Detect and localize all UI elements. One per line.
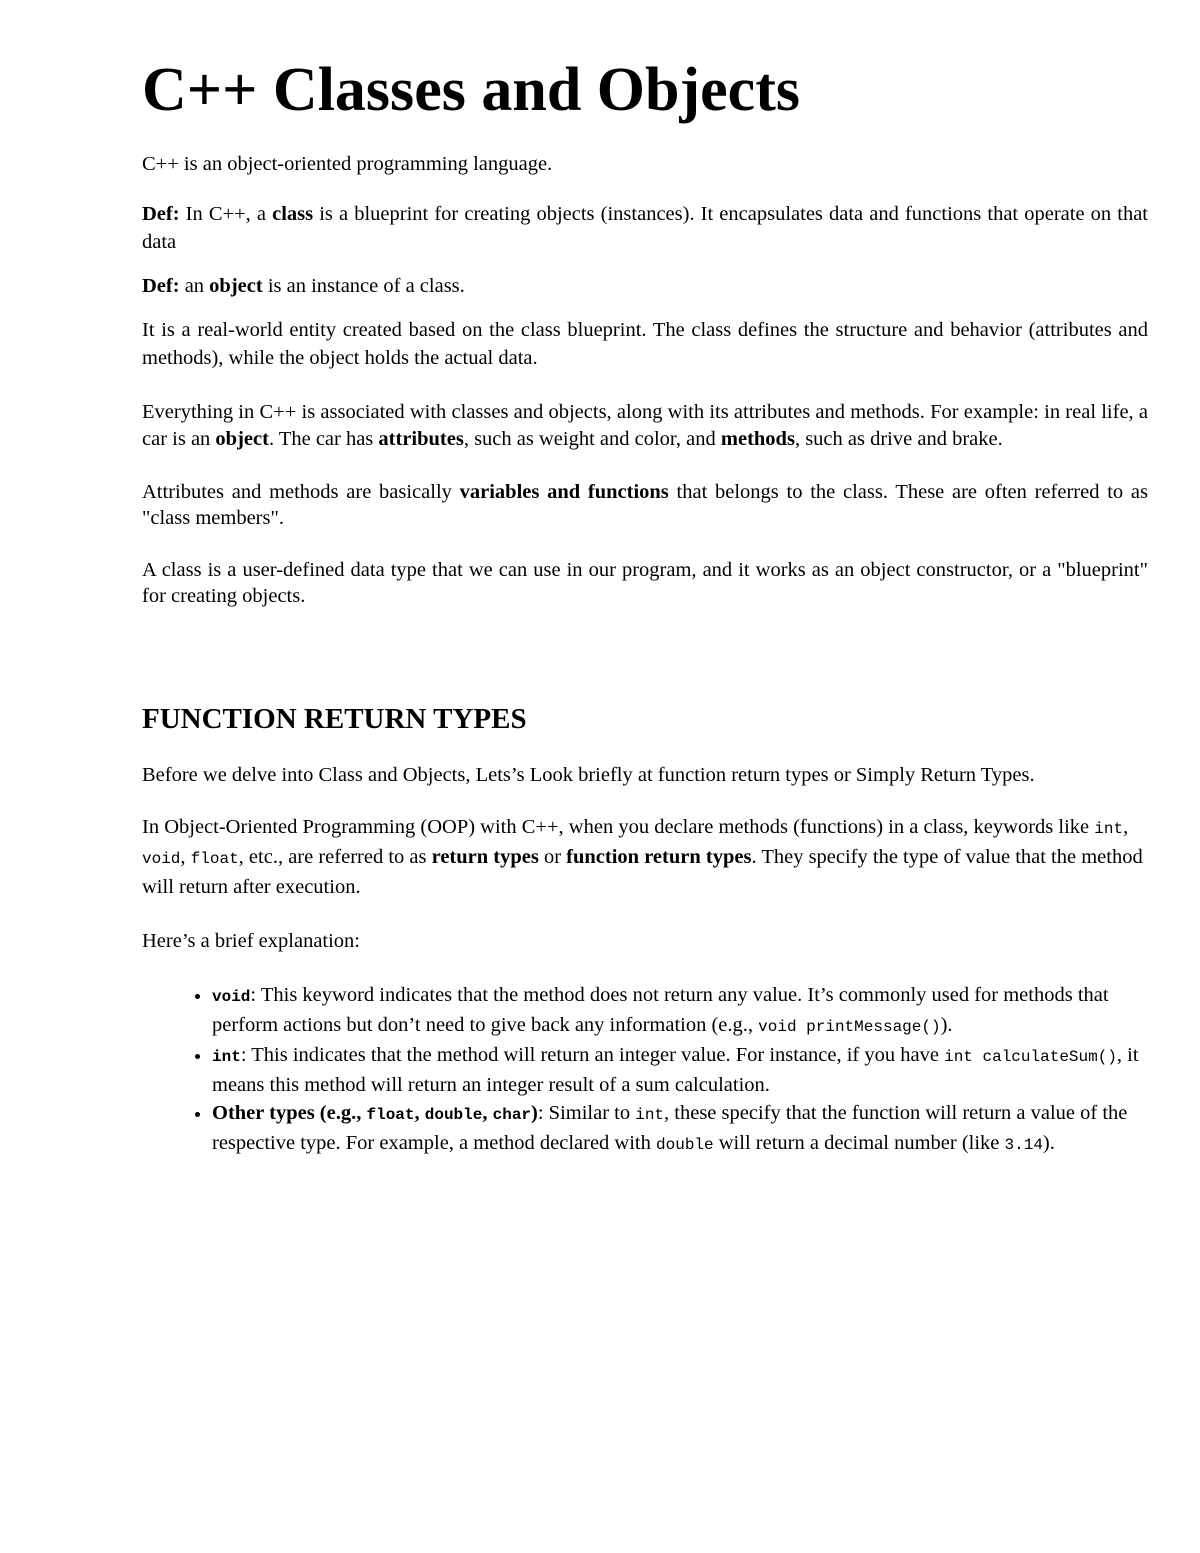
text-run: : This keyword indicates that the method does not return any value. It’s commonly used for methods that perform actions but don’t need to give back any information (e.g., (212, 984, 1109, 1036)
text-run: is a blueprint for creating objects (instances). It encapsulates data and functions that operate on that data (142, 203, 1148, 253)
bold-term: attributes (378, 428, 464, 450)
code-snippet: int calculateSum() (944, 1048, 1117, 1066)
document-page (142, 50, 1148, 1159)
bold-term: variables (459, 481, 540, 503)
class-definition (142, 200, 1148, 256)
everything-paragraph (142, 399, 1148, 453)
bold-term: and (539, 481, 588, 503)
list-item-void (212, 981, 1148, 1041)
code-int: int (1094, 820, 1124, 838)
text-run: , these specify that the function will return a value of the respective type. For example, a method declared with (212, 1102, 1128, 1154)
code-char: char (492, 1106, 532, 1124)
entity-paragraph: It is a real-world entity created based on the class blueprint. The class defines the structure and behavior (attributes and methods), while the object holds the actual data. (142, 319, 1148, 369)
text-run: that belongs to the class. These are often referred to as "class members". (142, 481, 1148, 529)
text-run: , such as weight and color, and (463, 428, 721, 450)
object-definition (142, 272, 1148, 300)
text-run: Everything in C++ is associated with classes and objects, along with its attributes and methods. For example: in real life, a car is an (142, 401, 1148, 450)
text-run: ). (940, 1014, 953, 1036)
def-label: Def: (142, 203, 180, 225)
object-term: object (209, 275, 263, 297)
code-number: 3.14 (1004, 1136, 1043, 1154)
brief-paragraph: Here’s a brief explanation: (142, 930, 361, 952)
text-run: , it means this method will return an integer result of a sum calculation. (212, 1044, 1139, 1096)
class-udt-paragraph: A class is a user-defined data type that we can use in our program, and it works as an object constructor, or a "blueprint" for creating objects. (142, 559, 1148, 607)
bold-term: return types (431, 846, 539, 868)
text-run: , etc., are referred to as (238, 846, 432, 868)
text-run: In Object-Oriented Programming (OOP) with C++, when you declare methods (functions) in a class, keywords like (142, 816, 1095, 838)
attributes-paragraph (142, 479, 1148, 531)
text-run: , (1123, 816, 1129, 838)
bold-term: methods (720, 428, 795, 450)
code-int: int (635, 1106, 665, 1124)
bold-term: object (215, 428, 269, 450)
text-run: : Similar to (537, 1102, 636, 1124)
section-heading: FUNCTION RETURN TYPES (142, 703, 527, 735)
text-run: an (179, 275, 210, 297)
bold-term: ) (531, 1102, 538, 1124)
code-float: float (366, 1106, 415, 1124)
code-double: double (424, 1106, 483, 1124)
bold-term: , (482, 1102, 493, 1124)
text-run: , such as drive and brake. (794, 428, 1003, 450)
text-run: . The car has (268, 428, 379, 450)
code-float: float (190, 850, 239, 868)
text-run: , (180, 846, 191, 868)
class-term: class (272, 203, 314, 225)
text-run: . They specify the type of value that the method will return after execution. (142, 846, 1143, 898)
return-types-list (142, 981, 1148, 1159)
page-title: C++ Classes and Objects (142, 56, 800, 124)
bold-term: Other types (e.g., (212, 1102, 367, 1124)
bold-term: , (414, 1102, 425, 1124)
bold-term: function return types (566, 846, 752, 868)
code-void: void (212, 988, 251, 1006)
list-item-other (212, 1099, 1148, 1159)
text-run: will return a decimal number (like (713, 1132, 1005, 1154)
intro-paragraph: C++ is an object-oriented programming language. (142, 153, 553, 175)
list-item-int (212, 1041, 1148, 1099)
text-run: In C++, a (179, 203, 273, 225)
before-paragraph: Before we delve into Class and Objects, Lets’s Look briefly at function return types or Simply Return Types. (142, 764, 1035, 786)
oop-paragraph (142, 813, 1148, 901)
code-int: int (212, 1048, 241, 1066)
text-run: is an instance of a class. (262, 275, 465, 297)
text-run: ). (1042, 1132, 1055, 1154)
code-double: double (656, 1136, 714, 1154)
bold-term: functions (587, 481, 669, 503)
def-label: Def: (142, 275, 180, 297)
text-run: Attributes and methods are basically (142, 481, 460, 503)
code-snippet: void printMessage() (758, 1018, 941, 1036)
code-void: void (142, 850, 181, 868)
text-run: : This indicates that the method will return an integer value. For instance, if you have (240, 1044, 945, 1066)
text-run: or (538, 846, 567, 868)
